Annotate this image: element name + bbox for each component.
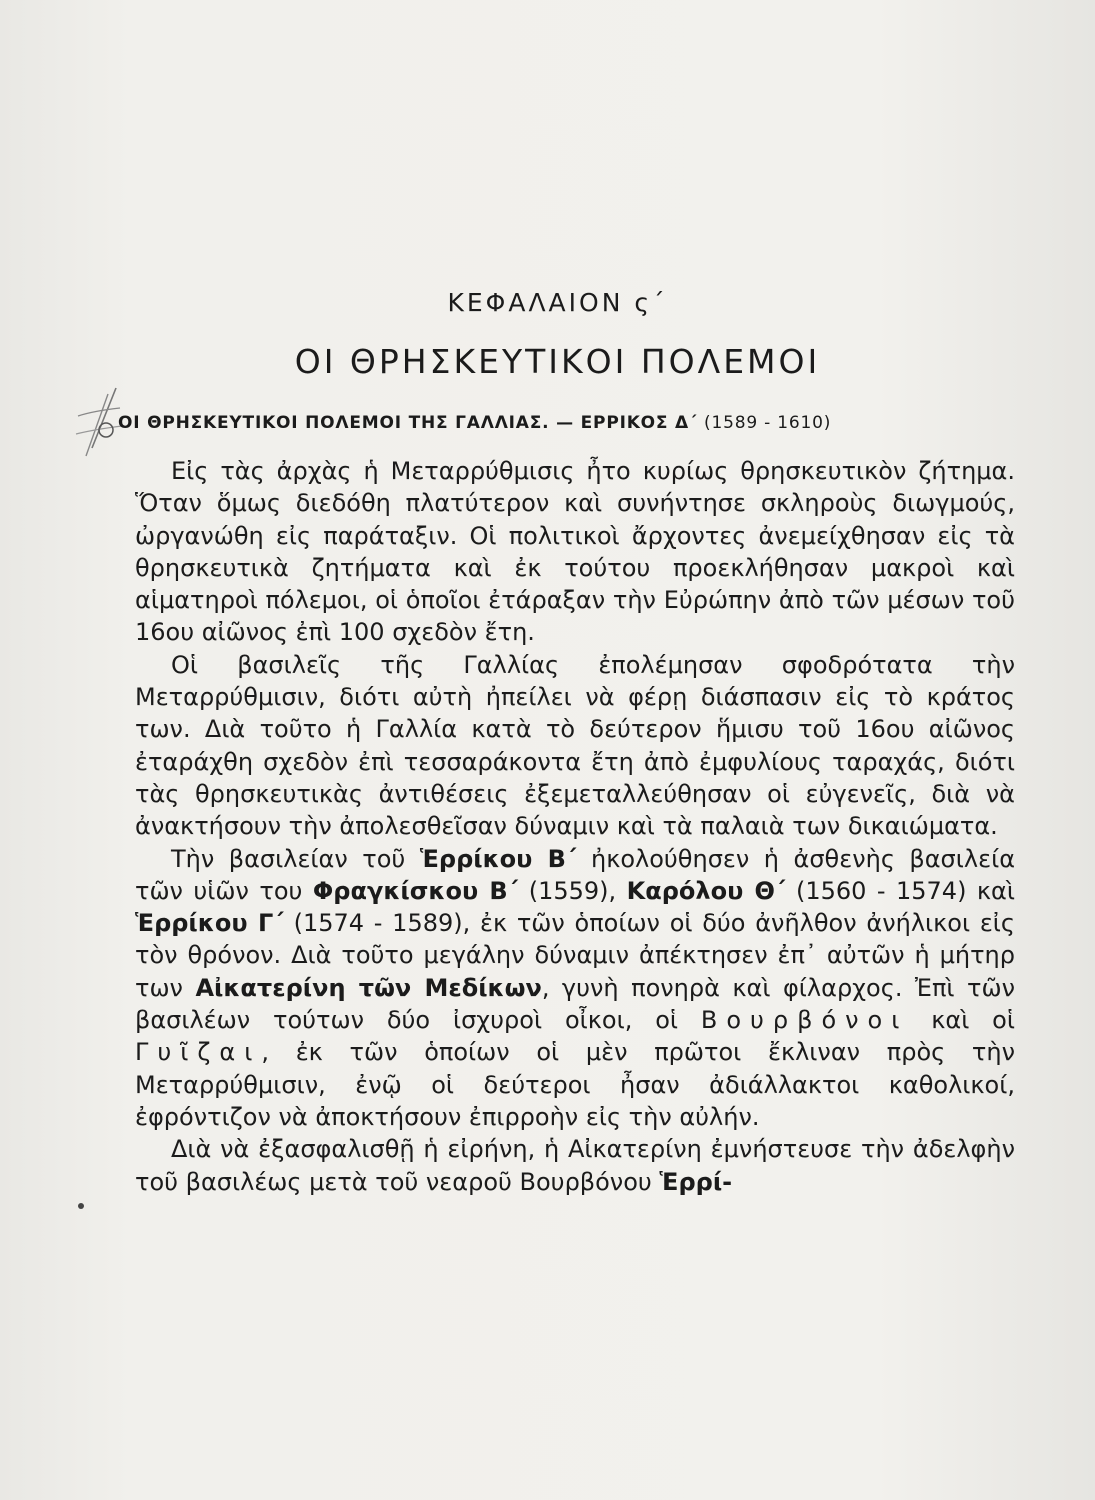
paragraph-3-text: , γυνὴ πονηρὰ καὶ φίλαρχος. Ἐπὶ τῶν βασιλέων τούτων δύο ἰσχυροὶ οἶκοι, οἱ [135, 973, 1015, 1035]
name-henry-3: Ἑρρίκου Γ΄ [135, 909, 284, 938]
ink-spot [78, 1203, 84, 1209]
name-bourbons: Βουρβόνοι [700, 1006, 909, 1035]
paragraph-3-text: (1560 - 1574) καὶ [785, 876, 1015, 905]
name-catherine-medici: Αἰκατερίνη τῶν Μεδίκων [195, 973, 542, 1002]
chapter-label: ΚΕΦΑΛΑΙΟΝ ς΄ [447, 288, 668, 317]
paragraph-1: Εἰς τὰς ἀρχὰς ἡ Μεταρρύθμισις ἦτο κυρίως θρησκευτικὸν ζήτημα. Ὅταν ὅμως διεδόθη πλατύτερον καὶ συνήντησε σκληροὺς διωγμούς, ὠργανώθη εἰς παράταξιν. Οἱ πολιτικοὶ ἄρχοντες ἀνεμείχθησαν εἰς τὰ θρησκευτικὰ ζητήματα καὶ ἐκ τούτου προεκλήθησαν μακροὶ καὶ αἱματηροὶ πόλεμοι, οἱ ὁποῖοι ἐτάραξαν τὴν Εὐρώπην ἀπὸ τῶν μέσων τοῦ 16ου αἰῶνος ἐπὶ 100 σχεδὸν ἔτη. [135, 457, 1015, 647]
paragraph-3-text: , ἐκ τῶν ὁποίων οἱ μὲν πρῶτοι ἔκλιναν πρὸς τὴν Μεταρρύθμισιν, ἐνῷ οἱ δεύτεροι ἦσαν ἀδιάλλακτοι καθολικοί, ἐφρόντιζον νὰ ἀποκτήσουν ἐπιρροὴν εἰς τὴν αὐλήν. [135, 1038, 1015, 1131]
paragraph-3-text: ἠκολούθησεν ἡ ἀσθενὴς βασιλεία τῶν υἱῶν του [135, 844, 1016, 905]
paragraph-4 [135, 1133, 1015, 1198]
paragraph-4-text: Διὰ νὰ ἐξασφαλισθῇ ἡ εἰρήνη, ἡ Αἰκατερίνη ἐμνήστευσε τὴν ἀδελφὴν τοῦ βασιλέως μετὰ τοῦ νεαροῦ Βουρβόνου [135, 1135, 1015, 1196]
name-henry-2: Ἑρρίκου Β΄ [419, 844, 577, 873]
section-heading-years: (1589 - 1610) [704, 413, 832, 433]
chapter-title: ΟΙ ΘΡΗΣΚΕΥΤΙΚΟΙ ΠΟΛΕΜΟΙ [294, 342, 821, 381]
paragraph-3 [135, 843, 1015, 1134]
body-text [135, 455, 1015, 1198]
name-charles-9: Καρόλου Θ΄ [626, 876, 786, 905]
paragraph-3-text: καὶ οἱ [908, 1006, 1015, 1035]
name-francis-2: Φραγκίσκου Β΄ [312, 876, 519, 905]
section-heading-text: ΟΙ ΘΡΗΣΚΕΥΤΙΚΟΙ ΠΟΛΕΜΟΙ ΤΗΣ ΓΑΛΛΙΑΣ. — ΕΡΡΙΚΟΣ Δ΄ [118, 413, 698, 433]
name-henry-navarre: Ἑρρί- [659, 1167, 733, 1196]
section-heading [118, 413, 1018, 433]
paragraph-3-text: (1559), [518, 876, 627, 905]
handwritten-margin-mark [72, 386, 124, 466]
name-guises: Γυῖζαι [135, 1038, 262, 1067]
paragraph-3-text: (1574 - 1589), ἐκ τῶν ὁποίων οἱ δύο ἀνῆλθον ἀνήλικοι εἰς τὸν θρόνον. Διὰ τοῦτο μεγάλην δύναμιν ἀπέκτησεν ἐπ᾿ αὐτῶν ἡ μήτηρ των [135, 909, 1015, 1002]
paragraph-3-text: Τὴν βασιλείαν τοῦ [171, 844, 420, 873]
paragraph-2: Οἱ βασιλεῖς τῆς Γαλλίας ἐπολέμησαν σφοδρότατα τὴν Μεταρρύθμισιν, διότι αὐτὴ ἠπείλει νὰ φέρῃ διάσπασιν εἰς τὸ κράτος των. Διὰ τοῦτο ἡ Γαλλία κατὰ τὸ δεύτερον ἥμισυ τοῦ 16ου αἰῶνος ἐταράχθη σχεδὸν ἐπὶ τεσσαράκοντα ἔτη ἀπὸ ἐμφυλίους ταραχάς, διότι τὰς θρησκευτικὰς ἀντιθέσεις ἐξεμεταλλεύθησαν οἱ εὐγενεῖς, διὰ νὰ ἀνακτήσουν τὴν ἀπολεσθεῖσαν δύναμιν καὶ τὰ παλαιὰ των δικαιώματα. [135, 650, 1015, 841]
